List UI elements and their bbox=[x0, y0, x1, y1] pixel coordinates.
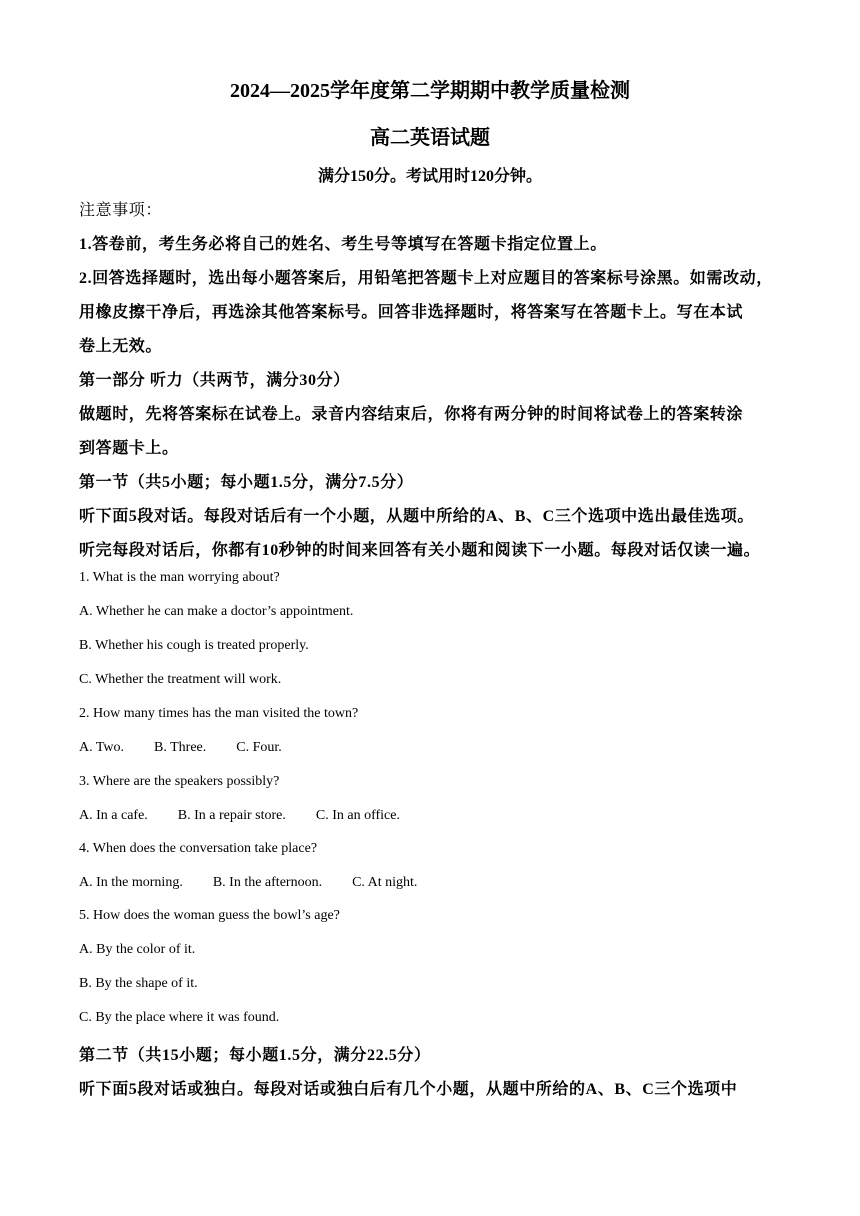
question-3-option-c: C. In an office. bbox=[315, 808, 400, 823]
notes-heading: 注意事项： bbox=[79, 202, 163, 219]
question-1-stem: 1. What is the man worrying about? bbox=[79, 570, 280, 585]
question-2-option-a: A. Two. bbox=[79, 740, 125, 755]
question-2-option-b: B. Three. bbox=[154, 740, 207, 755]
section1-heading: 第一节（共5小题；每小题1.5分，满分7.5分） bbox=[79, 474, 414, 491]
part1-intro-1: 做题时，先将答案标在试卷上。录音内容结束后，你将有两分钟的时间将试卷上的答案转涂 bbox=[79, 406, 744, 423]
question-5-option-b: B. By the shape of it. bbox=[79, 976, 198, 991]
question-4-options bbox=[79, 875, 417, 891]
section1-instructions-1: 听下面5段对话。每段对话后有一个小题，从题中所给的A、B、C三个选项中选出最佳选项。 bbox=[79, 508, 754, 525]
question-5-option-c: C. By the place where it was found. bbox=[79, 1010, 280, 1025]
question-3-option-a: A. In a cafe. bbox=[79, 808, 148, 823]
question-2-option-c: C. Four. bbox=[236, 740, 282, 755]
section2-instructions-1: 听下面5段对话或独白。每段对话或独白后有几个小题，从题中所给的A、B、C三个选项中 bbox=[79, 1081, 738, 1098]
part1-heading: 第一部分 听力（共两节，满分30分） bbox=[79, 372, 350, 389]
question-5-option-a: A. By the color of it. bbox=[79, 942, 196, 957]
question-5-stem: 5. How does the woman guess the bowl’s age? bbox=[79, 908, 340, 923]
exam-subject: 高二英语试题 bbox=[370, 127, 490, 149]
section2-heading: 第二节（共15小题；每小题1.5分，满分22.5分） bbox=[79, 1047, 431, 1064]
note-item-2-cont: 用橡皮擦干净后，再选涂其他答案标号。回答非选择题时，将答案写在答题卡上。写在本试 bbox=[79, 304, 744, 321]
question-4-option-b: B. In the afternoon. bbox=[212, 875, 323, 890]
question-4-option-c: C. At night. bbox=[352, 875, 418, 890]
question-3-stem: 3. Where are the speakers possibly? bbox=[79, 774, 280, 789]
note-item-2: 2.回答选择题时，选出每小题答案后，用铅笔把答题卡上对应题目的答案标号涂黑。如需改动， bbox=[79, 270, 773, 287]
question-3-option-b: B. In a repair store. bbox=[177, 808, 286, 823]
question-2-stem: 2. How many times has the man visited the town? bbox=[79, 706, 359, 721]
part1-intro-2: 到答题卡上。 bbox=[79, 440, 179, 457]
score-time: 满分150分。考试用时120分钟。 bbox=[317, 168, 542, 185]
question-2-options bbox=[79, 740, 282, 756]
question-3-options bbox=[79, 808, 400, 824]
question-4-stem: 4. When does the conversation take place? bbox=[79, 841, 318, 856]
question-1-option-c: C. Whether the treatment will work. bbox=[79, 672, 282, 687]
note-item-2-end: 卷上无效。 bbox=[79, 338, 163, 355]
note-item-1: 1.答卷前，考生务必将自己的姓名、考生号等填写在答题卡指定位置上。 bbox=[79, 236, 607, 253]
question-1-option-a: A. Whether he can make a doctor’s appointment. bbox=[79, 604, 354, 619]
exam-title: 2024—2025学年度第二学期期中教学质量检测 bbox=[230, 80, 630, 102]
question-4-option-a: A. In the morning. bbox=[79, 875, 183, 890]
question-1-option-b: B. Whether his cough is treated properly. bbox=[79, 638, 309, 653]
section1-instructions-2: 听完每段对话后，你都有10秒钟的时间来回答有关小题和阅读下一小题。每段对话仅读一遍。 bbox=[79, 542, 761, 559]
